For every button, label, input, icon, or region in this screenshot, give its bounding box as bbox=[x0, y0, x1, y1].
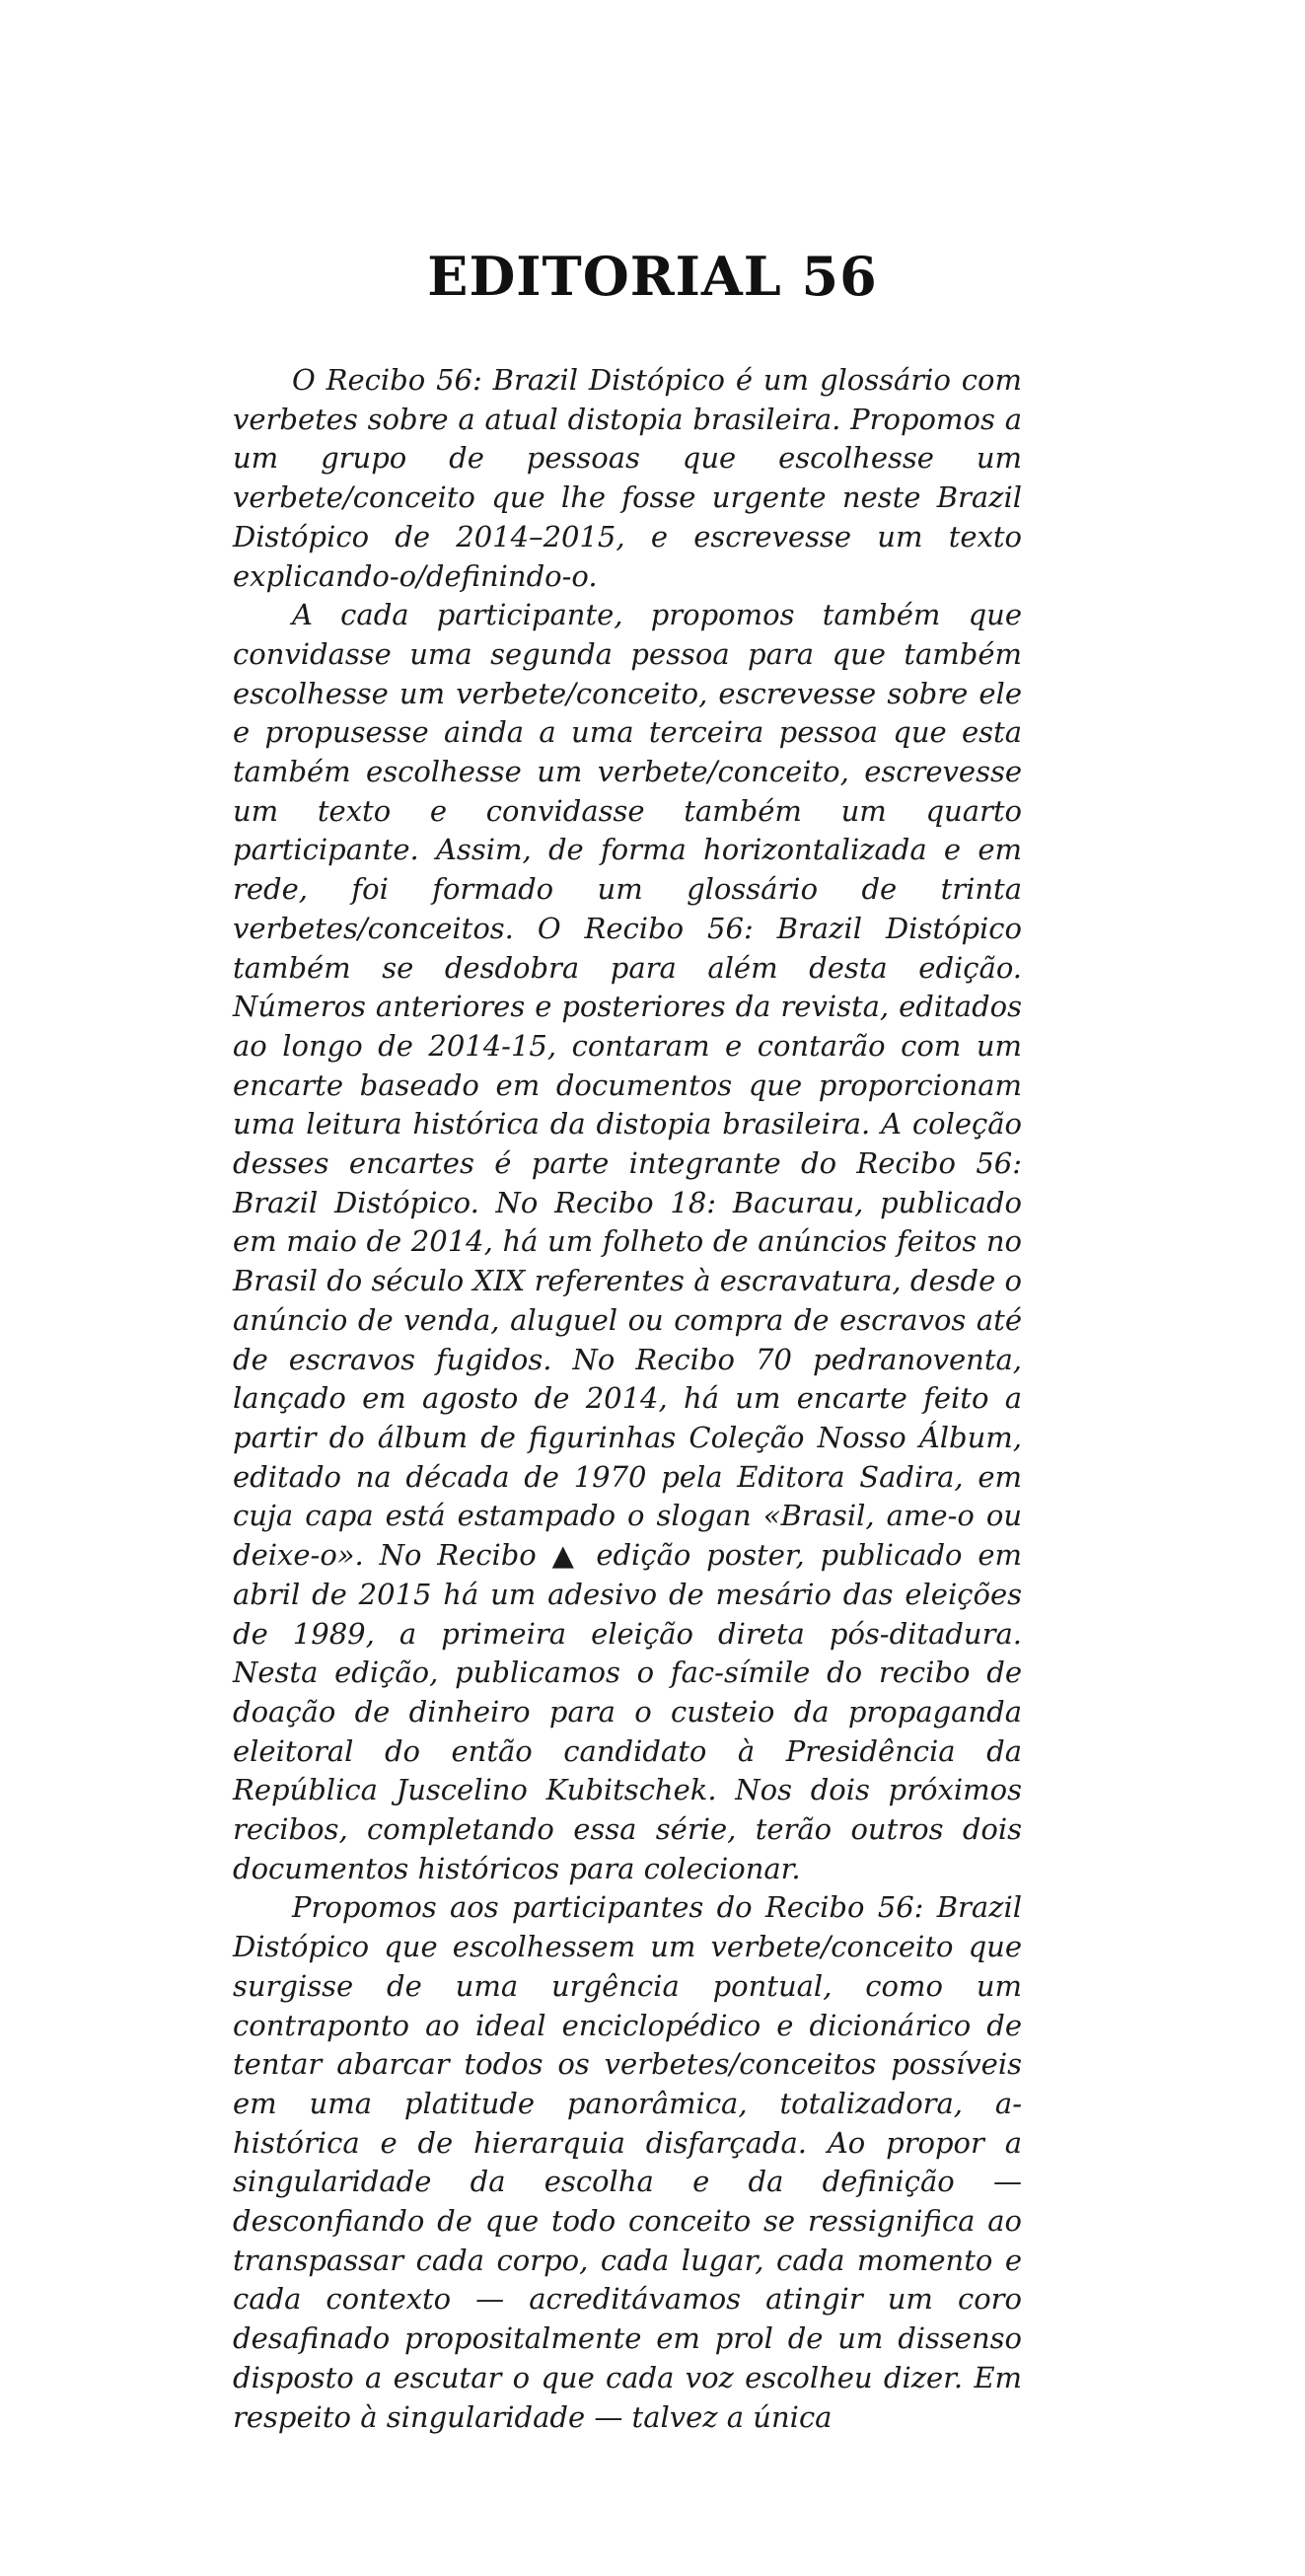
page-title: EDITORIAL 56 bbox=[427, 245, 878, 308]
paragraph-2: A cada participante, propomos também que convidasse uma segunda pessoa para que também escolhesse um verbete/conceito, escrevesse sobre ele e propusesse ainda a uma terceira pessoa que esta também escolhesse um verbete/conceito, escrevesse um texto e convidasse também um quarto participante. Assim, de forma horizontalizada e em rede, foi formado um glossário de trinta verbetes/conceitos. O Recibo 56: Brazil Distópico também se desdobra para além desta edição. Números anteriores e posteriores da revista, editados ao longo de 2014-15, contaram e contarão com um encarte baseado em documentos que proporcionam uma leitura histórica da distopia brasileira. A coleção desses encartes é parte integrante do Recibo 56: Brazil Distópico. No Recibo 18: Bacurau, publicado em maio de 2014, há um folheto de anúncios feitos no Brasil do século XIX referentes à escravatura, desde o anúncio de venda, aluguel ou compra de escravos até de escravos fugidos. No Recibo 70 pedranoventa, lançado em agosto de 2014, há um encarte feito a partir do álbum de figurinhas Coleção Nosso Álbum, editado na década de 1970 pela Editora Sadira, em cuja capa está estampado o slogan «Brasil, ame-o ou deixe-o». No Recibo ▲ edição poster, publicado em abril de 2015 há um adesivo de mesário das eleições de 1989, a primeira eleição direta pós-ditadura. Nesta edição, publicamos o fac-símile do recibo de doação de dinheiro para o custeio da propaganda eleitoral do então candidato à Presidência da República Juscelino Kubitschek. Nos dois próximos recibos, completando essa série, terão outros dois documentos históricos para colecionar. bbox=[233, 598, 1022, 1885]
paragraph-1: O Recibo 56: Brazil Distópico é um glossário com verbetes sobre a atual distopia brasileira. Propomos a um grupo de pessoas que escolhesse um verbete/conceito que lhe fosse urgente neste Brazil Distópico de 2014–2015, e escrevesse um texto explicando-o/definindo-o. bbox=[233, 363, 1022, 593]
editorial-body bbox=[233, 361, 1022, 2437]
paragraph-3: Propomos aos participantes do Recibo 56: Brazil Distópico que escolhessem um verbete/conceito que surgisse de uma urgência pontual, como um contraponto ao ideal enciclopédico e dicionárico de tentar abarcar todos os verbetes/conceitos possíveis em uma platitude panorâmica, totalizadora, a-histórica e de hierarquia disfarçada. Ao propor a singularidade da escolha e da definição — desconfiando de que todo conceito se ressignifica ao transpassar cada corpo, cada lugar, cada momento e cada contexto — acreditávamos atingir um coro desafinado propositalmente em prol de um dissenso disposto a escutar o que cada voz escolheu dizer. Em respeito à singularidade — talvez a única bbox=[233, 1890, 1022, 2434]
